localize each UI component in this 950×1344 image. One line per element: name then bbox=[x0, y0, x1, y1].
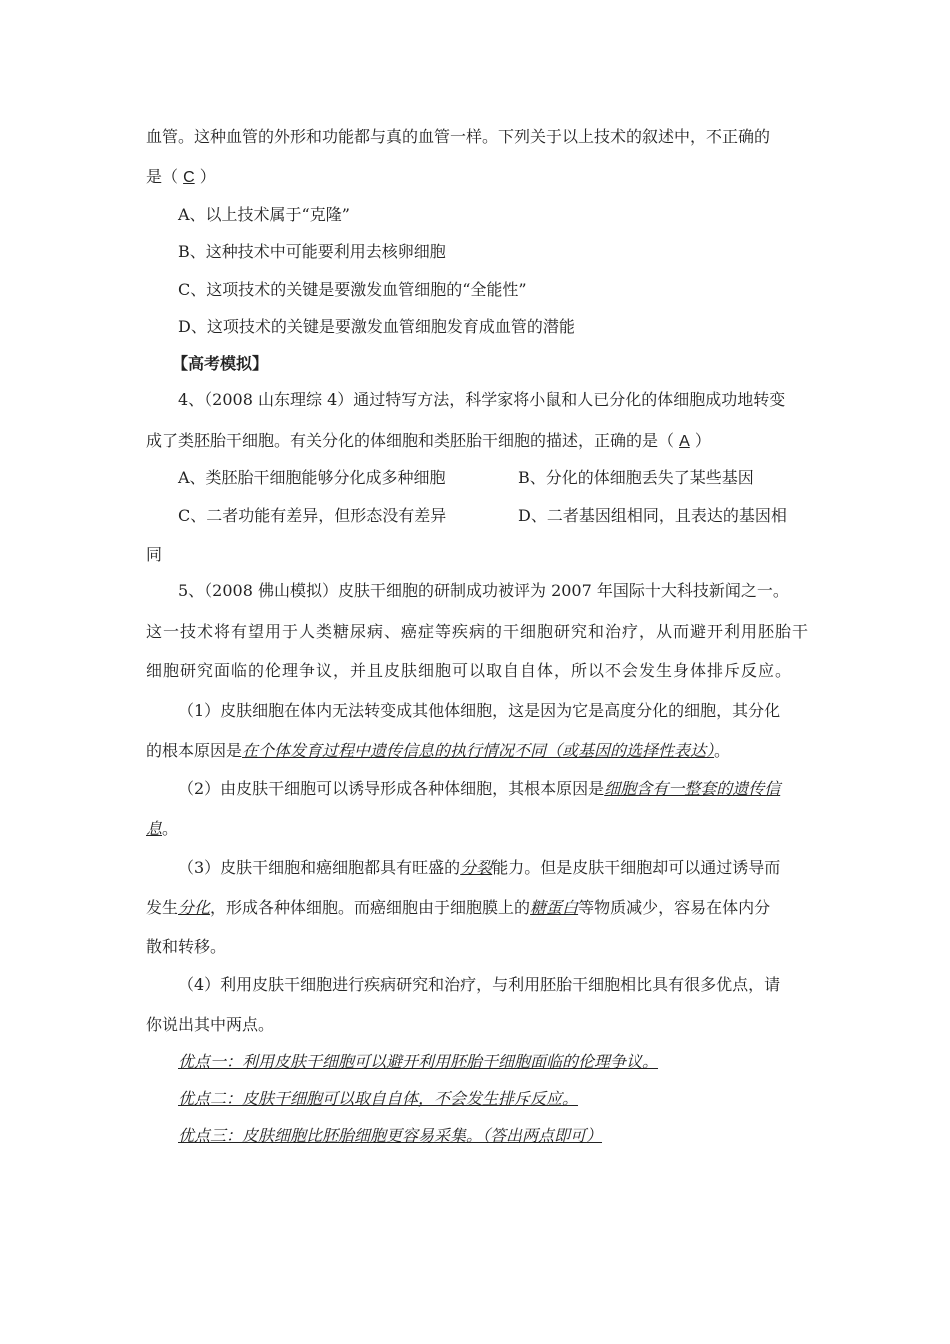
q3-option-a: A、以上技术属于“克隆” bbox=[178, 205, 350, 224]
q5-part1-answer: 在个体发育过程中遗传信息的执行情况不同（或基因的选择性表达） bbox=[242, 741, 715, 760]
q4-option-d-continued: 同 bbox=[146, 545, 163, 564]
q5-part3-line2 bbox=[146, 897, 770, 919]
q5-stem-line1: 5、（2008 佛山模拟）皮肤干细胞的研制成功被评为 2007 年国际十大科技新闻之一。 bbox=[178, 581, 789, 600]
q4-stem-pre: 成了类胚胎干细胞。有关分化的体细胞和类胚胎干细胞的描述，正确的是（ bbox=[146, 431, 680, 450]
q4-option-c: C、二者功能有差异，但形态没有差异 bbox=[178, 506, 447, 525]
q4-option-d: D、二者基因组相同，且表达的基因相 bbox=[518, 506, 787, 525]
q3-stem-line2 bbox=[146, 166, 216, 189]
q5-part3-answer1: 分裂 bbox=[460, 858, 493, 877]
section-title: 【高考模拟】 bbox=[172, 354, 269, 373]
q4-option-a: A、类胚胎干细胞能够分化成多种细胞 bbox=[178, 468, 446, 487]
q3-answer: C bbox=[183, 169, 195, 186]
q5-part2-post: 。 bbox=[162, 819, 179, 838]
q5-part1-post: 。 bbox=[714, 741, 731, 760]
q4-stem-line1: 4、（2008 山东理综 4）通过特写方法，科学家将小鼠和人已分化的体细胞成功地转变 bbox=[178, 390, 786, 409]
q3-stem-post: ） bbox=[194, 167, 216, 186]
q5-part3-line3: 散和转移。 bbox=[146, 937, 227, 956]
q5-advantage-3: 优点三：皮肤细胞比胚胎细胞更容易采集。（答出两点即可） bbox=[178, 1126, 603, 1145]
q5-part2-answer-a: 细胞含有一整套的遗传信 bbox=[604, 779, 781, 798]
q3-stem-line1: 血管。这种血管的外形和功能都与真的血管一样。下列关于以上技术的叙述中，不正确的 bbox=[146, 127, 771, 146]
q4-stem-line2 bbox=[146, 430, 711, 453]
q5-part2-pre: （2）由皮肤干细胞可以诱导形成各种体细胞，其根本原因是 bbox=[178, 779, 605, 798]
q5-part3-answer2: 分化 bbox=[178, 898, 211, 917]
q5-part2-line1 bbox=[178, 778, 780, 800]
q3-option-c: C、这项技术的关键是要激发血管细胞的“全能性” bbox=[178, 280, 527, 299]
q5-part1-pre: 的根本原因是 bbox=[146, 741, 243, 760]
q5-part2-answer-b: 息 bbox=[146, 819, 163, 838]
q5-part1-line1: （1）皮肤细胞在体内无法转变成其他体细胞，这是因为它是高度分化的细胞，其分化 bbox=[178, 701, 781, 720]
q5-advantage-1: 优点一：利用皮肤干细胞可以避开利用胚胎干细胞面临的伦理争议。 bbox=[178, 1052, 659, 1071]
q5-part3-mid: ，形成各种体细胞。而癌细胞由于细胞膜上的 bbox=[210, 898, 531, 917]
q5-advantage-2: 优点二：皮肤干细胞可以取自自体，不会发生排斥反应。 bbox=[178, 1089, 579, 1108]
q5-part1-line2 bbox=[146, 740, 730, 762]
q5-part4-line1: （4）利用皮肤干细胞进行疾病研究和治疗，与利用胚胎干细胞相比具有很多优点，请 bbox=[178, 975, 781, 994]
q5-part3-post2: 等物质减少，容易在体内分 bbox=[578, 898, 771, 917]
q5-part3-pre: （3）皮肤干细胞和癌细胞都具有旺盛的 bbox=[178, 858, 461, 877]
q3-option-d: D、这项技术的关键是要激发血管细胞发育成血管的潜能 bbox=[178, 317, 575, 336]
q4-stem-post: ） bbox=[689, 431, 711, 450]
q4-option-b: B、分化的体细胞丢失了某些基因 bbox=[518, 468, 754, 487]
q5-part2-line2 bbox=[146, 818, 178, 840]
q5-stem-line3: 细胞研究面临的伦理争议，并且皮肤细胞可以取自自体，所以不会发生身体排斥反应。 bbox=[146, 661, 793, 680]
q5-part4-line2: 你说出其中两点。 bbox=[146, 1015, 275, 1034]
q5-part3-post1: 能力。但是皮肤干细胞却可以通过诱导而 bbox=[492, 858, 781, 877]
q5-part3-answer3: 糖蛋白 bbox=[530, 898, 579, 917]
q3-stem-pre: 是（ bbox=[146, 167, 184, 186]
q5-part3-pre2: 发生 bbox=[146, 898, 179, 917]
q4-answer: A bbox=[679, 433, 690, 450]
q5-stem-line2: 这一技术将有望用于人类糖尿病、癌症等疾病的干细胞研究和治疗，从而避开利用胚胎干 bbox=[146, 622, 810, 641]
q5-part3-line1 bbox=[178, 857, 780, 879]
q3-option-b: B、这种技术中可能要利用去核卵细胞 bbox=[178, 242, 446, 261]
